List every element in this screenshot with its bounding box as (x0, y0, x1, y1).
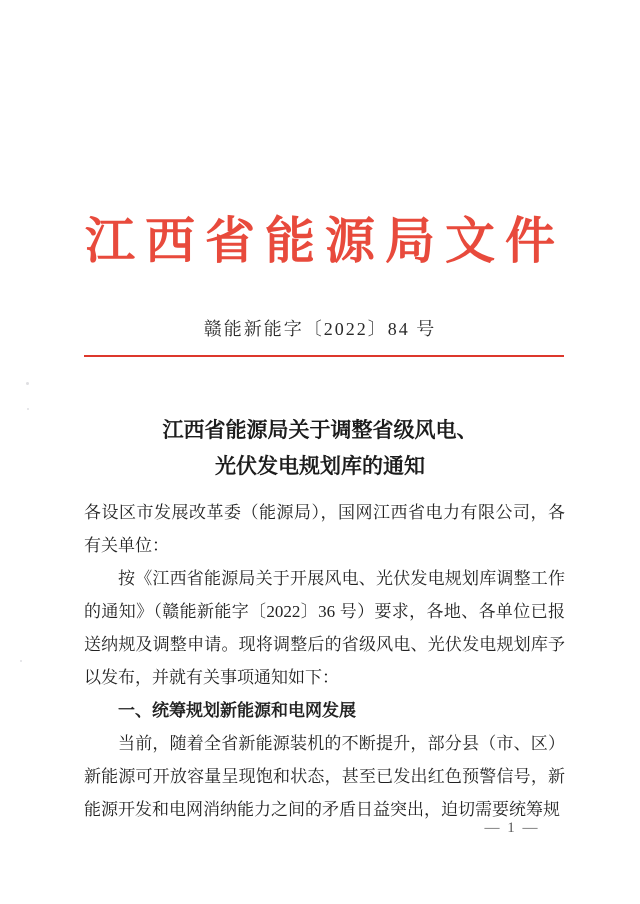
paragraph-current-situation: 当前，随着全省新能源装机的不断提升，部分县（市、区）新能源可开放容量呈现饱和状态，甚至已发出红色预警信号，新能源开发和电网消纳能力之间的矛盾日益突出，迫切需要统筹规 (84, 734, 565, 819)
document-title (0, 412, 640, 484)
agency-header-title: 江西省能源局文件 (85, 213, 565, 269)
paragraph-basis: 按《江西省能源局关于开展风电、光伏发电规划库调整工作的通知》（赣能新能字〔2022〕36 号）要求，各地、各单位已报送纳规及调整申请。现将调整后的省级风电、光伏发电规划库予以发布，并就有关事项通知如下： (84, 569, 565, 687)
scan-noise-speck (20, 660, 22, 662)
page-number: — 1 — (484, 820, 540, 836)
document-body (84, 496, 565, 826)
red-divider-line (84, 355, 564, 357)
scan-noise-speck (26, 382, 29, 385)
document-number: 赣能新能字〔2022〕84 号 (203, 319, 437, 339)
document-title-line2: 光伏发电规划库的通知 (215, 454, 425, 478)
scan-noise-speck (27, 408, 29, 410)
section-heading-1: 一、统筹规划新能源和电网发展 (118, 701, 356, 720)
document-title-line1: 江西省能源局关于调整省级风电、 (162, 418, 478, 442)
salutation: 各设区市发展改革委（能源局），国网江西省电力有限公司，各有关单位： (84, 503, 565, 555)
